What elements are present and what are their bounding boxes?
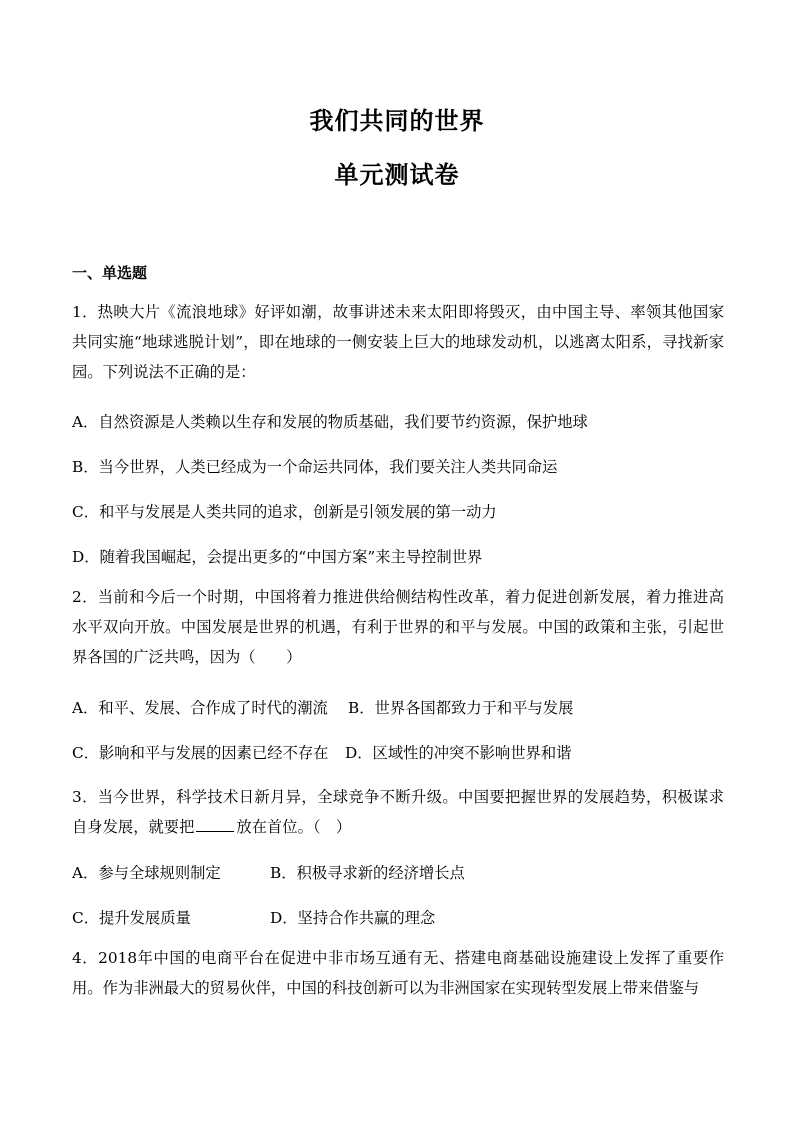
question-1-option-b: B．当今世界，人类已经成为一个命运共同体，我们要关注人类共同命运 [72,458,558,476]
question-4-stem: 4．2018年中国的电商平台在促进中非市场互通有无、搭建电商基础设施建设上发挥了重要作用。作为非洲最大的贸易伙伴，中国的科技创新可以为非洲国家在实现转型发展上带来借鉴与 [72,949,724,997]
question-1-option-a: A．自然资源是人类赖以生存和发展的物质基础，我们要节约资源，保护地球 [72,413,588,431]
question-3-option-c: C．提升发展质量 [72,909,191,927]
question-3-stem [72,782,724,842]
question-3-stem-after: 放在首位。（ ） [236,818,352,836]
question-2-option-c: C．影响和平与发展的因素已经不存在 [72,744,329,762]
answer-blank [196,817,234,832]
question-1-option-d: D．随着我国崛起，会提出更多的“中国方案”来主导控制世界 [72,548,483,566]
question-3-option-b: B．积极寻求新的经济增长点 [270,864,465,882]
question-1-option-c: C．和平与发展是人类共同的追求，创新是引领发展的第一动力 [72,503,497,521]
document-subtitle: 单元测试卷 [334,160,460,189]
document-title: 我们共同的世界 [309,106,485,135]
question-3-stem-before: 3．当今世界，科学技术日新月异，全球竞争不断升级。中国要把握世界的发展趋势，积极谋求自身发展，就要把 [72,788,724,836]
question-2-option-d: D．区域性的冲突不影响世界和谐 [345,744,572,762]
question-1-stem: 1．热映大片《流浪地球》好评如潮，故事讲述未来太阳即将毁灭，由中国主导、率领其他国家共同实施“地球逃脱计划”，即在地球的一侧安装上巨大的地球发动机，以逃离太阳系，寻找新家园。下列说法不正确的是： [72,303,724,381]
question-3-option-a: A．参与全球规则制定 [72,864,221,882]
section-heading: 一、单选题 [72,264,148,282]
question-2-option-b: B．世界各国都致力于和平与发展 [348,699,574,717]
question-3-option-d: D．坚持合作共赢的理念 [270,909,436,927]
question-2-stem: 2．当前和今后一个时期，中国将着力推进供给侧结构性改革，着力促进创新发展，着力推进高水平双向开放。中国发展是世界的机遇，有利于世界的和平与发展。中国的政策和主张，引起世界各国的广泛共鸣，因为（ ） [72,588,724,666]
question-2-option-a: A．和平、发展、合作成了时代的潮流 [72,699,328,717]
